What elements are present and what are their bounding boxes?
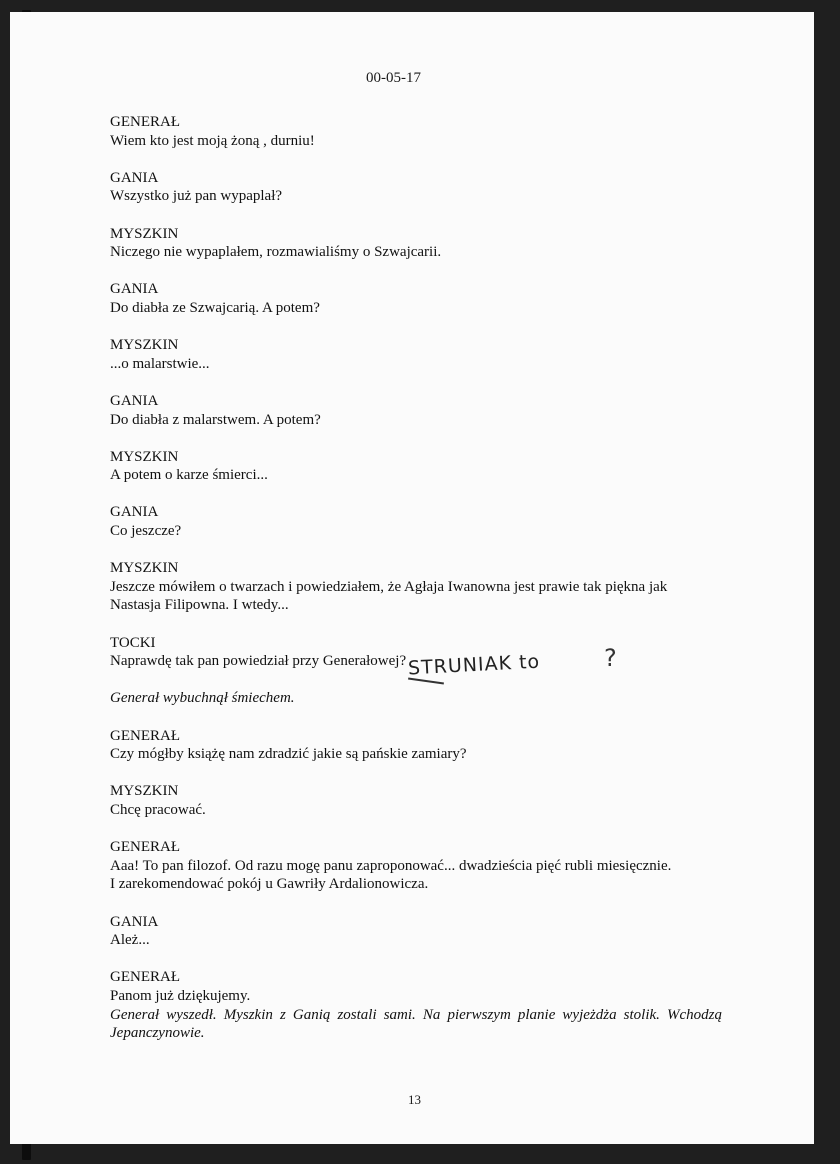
dialogue-line: Wiem kto jest moją żoną , durniu! [110,132,315,149]
speaker-name: MYSZKIN [110,337,179,354]
speaker-name: GANIA [110,913,159,930]
dialogue-block [110,280,750,317]
speaker-name: GENERAŁ [110,114,180,130]
speaker-name: GANIA [110,169,159,186]
dialogue-line: Co jeszcze? [110,523,182,540]
speaker-name: GANIA [110,281,159,298]
dialogue-line: ...o malarstwie... [110,355,210,372]
dialogue-line: Niczego nie wypaplałem, rozmawialiśmy o Szwajcarii. [110,244,442,261]
stage-direction-block [110,689,750,708]
speaker-name: TOCKI [110,634,156,651]
dialogue-block [110,913,750,950]
dialogue-block [110,782,750,819]
dialogue-block [110,559,750,615]
dialogue-line: Do diabła z malarstwem. A potem? [110,411,321,428]
speaker-name: GANIA [110,392,159,409]
dialogue-line: Do diabła ze Szwajcarią. A potem? [110,299,320,316]
script-page [10,12,814,1144]
dialogue-block [110,503,750,540]
dialogue-block [110,392,750,429]
page-number: 13 [408,1092,421,1107]
dialogue-block [110,727,750,764]
dialogue-line: Aaa! To pan filozof. Od razu mogę panu zaproponować... dwadzieścia pięć rubli miesięcznie. [110,857,672,874]
speaker-name: GENERAŁ [110,969,180,986]
dialogue-block [110,336,750,373]
dialogue-line: Naprawdę tak pan powiedział przy Generałowej? [110,653,407,670]
dialogue-line: Nastasja Filipowna. I wtedy... [110,597,289,614]
dialogue-block [110,448,750,485]
dialogue-line: Panom już dziękujemy. [110,987,251,1004]
dialogue-block [110,113,750,150]
script-body [110,113,750,1061]
speaker-name: GENERAŁ [110,839,180,856]
dialogue-line: Ależ... [110,932,150,949]
stage-direction: Generał wybuchnął śmiechem. [110,690,295,707]
speaker-name: MYSZKIN [110,560,179,577]
dialogue-block [110,968,750,1042]
speaker-name: MYSZKIN [110,448,179,465]
speaker-name: GENERAŁ [110,727,180,744]
stage-direction: Generał wyszedł. Myszkin z Ganią zostali sami. Na pierwszym planie wyjeżdża stolik. Wchodzą Jepanczynowie. [110,1006,722,1042]
dialogue-line: A potem o karze śmierci... [110,467,268,484]
handwritten-note: STRUNIAK to [407,650,541,680]
speaker-name: MYSZKIN [110,783,179,800]
dialogue-block [110,169,750,206]
handwritten-question-mark: ? [604,644,617,672]
dialogue-block [110,838,750,894]
dialogue-line: Wszystko już pan wypaplał? [110,188,283,205]
dialogue-line: I zarekomendować pokój u Gawriły Ardalionowicza. [110,876,429,893]
dialogue-line: Chcę pracować. [110,801,206,818]
speaker-name: GANIA [110,504,159,521]
dialogue-line: Jeszcze mówiłem o twarzach i powiedziałem, że Agłaja Iwanowna jest prawie tak piękna jak [110,578,668,595]
dialogue-block [110,225,750,262]
page-date: 00-05-17 [366,70,421,86]
dialogue-line: Czy mógłby książę nam zdradzić jakie są pańskie zamiary? [110,746,467,763]
speaker-name: MYSZKIN [110,225,179,242]
